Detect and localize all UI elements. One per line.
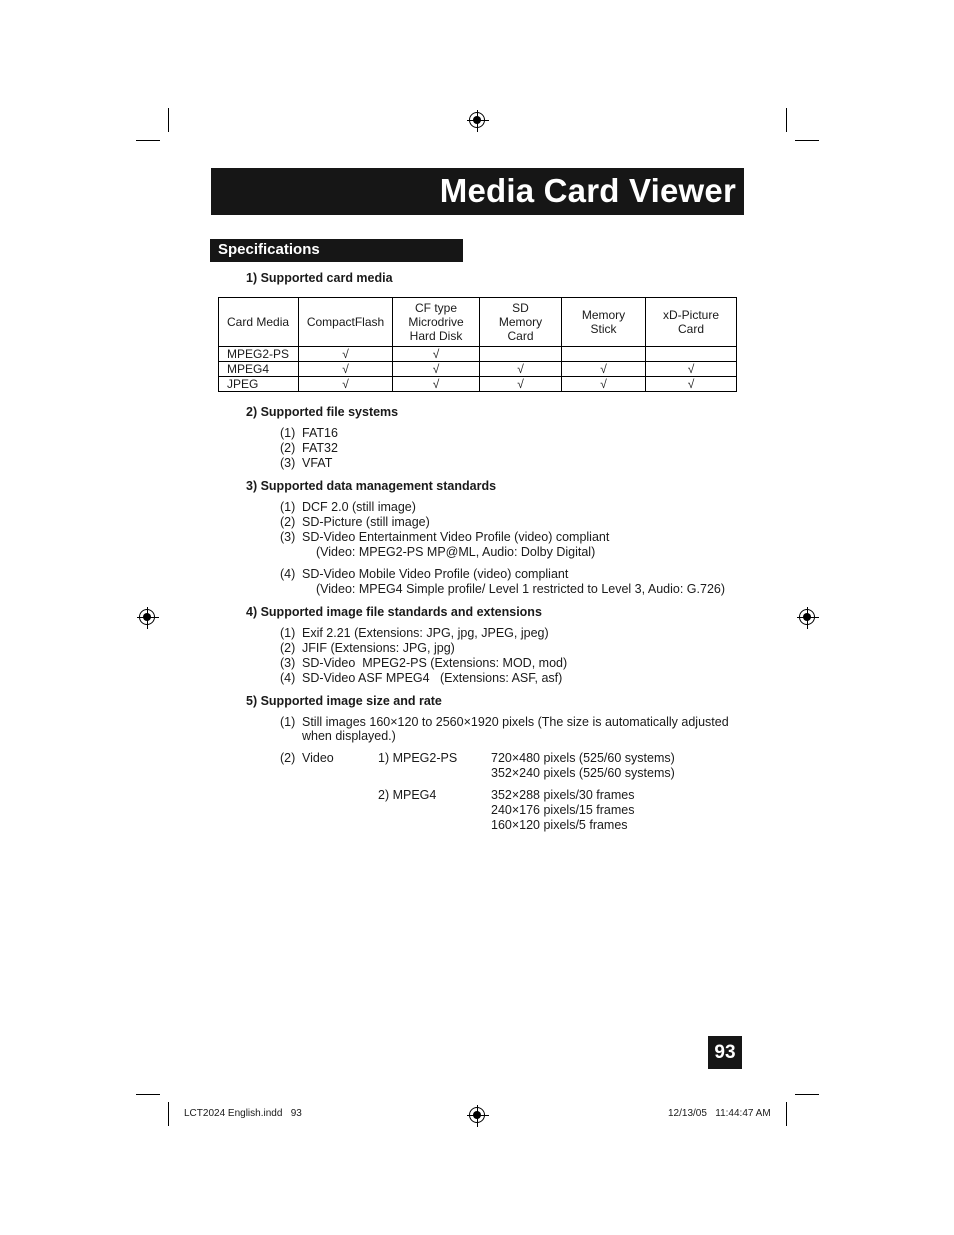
table-cell: √ [299,347,393,362]
section-heading: 4) Supported image file standards and extensions [246,605,542,619]
page-title: Media Card Viewer [439,172,736,209]
page-number: 93 [708,1036,742,1069]
table-cell: √ [562,377,646,392]
section-heading: 5) Supported image size and rate [246,694,442,708]
table-cell: √ [480,362,562,377]
table-header: SD Memory Card [480,298,562,347]
list-num: (3) [280,656,296,670]
list-num: (1) [280,500,296,514]
list-num: (2) [280,751,296,765]
table-cell: MPEG4 [219,362,299,377]
list-item: Exif 2.21 (Extensions: JPG, jpg, JPEG, jpeg) [302,626,549,640]
footer-timestamp: 12/13/05 11:44:47 AM [668,1108,771,1119]
video-format-spec: 352×288 pixels/30 frames [491,788,635,802]
list-item: SD-Video Mobile Video Profile (video) compliant [302,567,569,581]
crop-mark [168,1102,169,1126]
table-cell: √ [299,362,393,377]
list-num: (4) [280,671,296,685]
crop-mark [168,108,169,132]
registration-mark-icon [469,112,485,128]
list-item: SD-Video ASF MPEG4 (Extensions: ASF, asf) [302,671,563,685]
list-item: FAT32 [302,441,338,455]
table-row [219,362,737,377]
list-item: SD-Video MPEG2-PS (Extensions: MOD, mod) [302,656,568,670]
list-num: (3) [280,530,296,544]
table-cell: √ [299,377,393,392]
list-num: (2) [280,441,296,455]
table-header: Memory Stick [562,298,646,347]
video-format-spec: 240×176 pixels/15 frames [491,803,635,817]
list-item: DCF 2.0 (still image) [302,500,416,514]
list-item: Video [302,751,334,765]
section-heading: 1) Supported card media [246,271,393,285]
list-num: (2) [280,641,296,655]
table-cell [480,347,562,362]
table-cell: √ [393,347,480,362]
table-header: CF type Microdrive Hard Disk [393,298,480,347]
list-item: FAT16 [302,426,338,440]
list-item: SD-Video Entertainment Video Profile (video) compliant [302,530,610,544]
registration-mark-icon [469,1107,485,1123]
table-cell: √ [480,377,562,392]
registration-mark-icon [139,609,155,625]
crop-mark [136,1094,160,1095]
video-format-name: 2) MPEG4 [378,788,437,802]
table-header: xD-Picture Card [646,298,737,347]
crop-mark [786,1102,787,1126]
video-format-name: 1) MPEG2-PS [378,751,458,765]
list-item: VFAT [302,456,333,470]
table-cell: √ [393,377,480,392]
registration-mark-icon [799,609,815,625]
title-banner [211,168,744,215]
list-item-detail: when displayed.) [302,729,396,743]
table-cell: JPEG [219,377,299,392]
list-item-detail: (Video: MPEG4 Simple profile/ Level 1 restricted to Level 3, Audio: G.726) [316,582,726,596]
table-cell [562,347,646,362]
crop-mark [795,1094,819,1095]
list-num: (2) [280,515,296,529]
list-num: (1) [280,626,296,640]
table-row [219,347,737,362]
video-format-spec: 720×480 pixels (525/60 systems) [491,751,675,765]
table-cell [646,347,737,362]
video-format-spec: 352×240 pixels (525/60 systems) [491,766,675,780]
video-format-spec: 160×120 pixels/5 frames [491,818,628,832]
section-heading: 2) Supported file systems [246,405,399,419]
crop-mark [786,108,787,132]
list-item-detail: (Video: MPEG2-PS MP@ML, Audio: Dolby Digital) [316,545,596,559]
list-item: JFIF (Extensions: JPG, jpg) [302,641,455,655]
table-cell: √ [646,362,737,377]
list-num: (1) [280,426,296,440]
table-cell: MPEG2-PS [219,347,299,362]
list-num: (4) [280,567,296,581]
card-media-table [218,297,737,392]
table-cell: √ [393,362,480,377]
list-num: (3) [280,456,296,470]
table-header: CompactFlash [299,298,393,347]
table-header: Card Media [219,298,299,347]
section-title: Specifications [218,241,320,258]
table-cell: √ [646,377,737,392]
section-banner [210,239,463,262]
crop-mark [795,140,819,141]
list-item: SD-Picture (still image) [302,515,430,529]
footer-filename: LCT2024 English.indd 93 [184,1108,302,1119]
crop-mark [136,140,160,141]
section-heading: 3) Supported data management standards [246,479,497,493]
list-num: (1) [280,715,296,729]
list-item: Still images 160×120 to 2560×1920 pixels (The size is automatically adjusted [302,715,729,729]
table-cell: √ [562,362,646,377]
table-row [219,377,737,392]
